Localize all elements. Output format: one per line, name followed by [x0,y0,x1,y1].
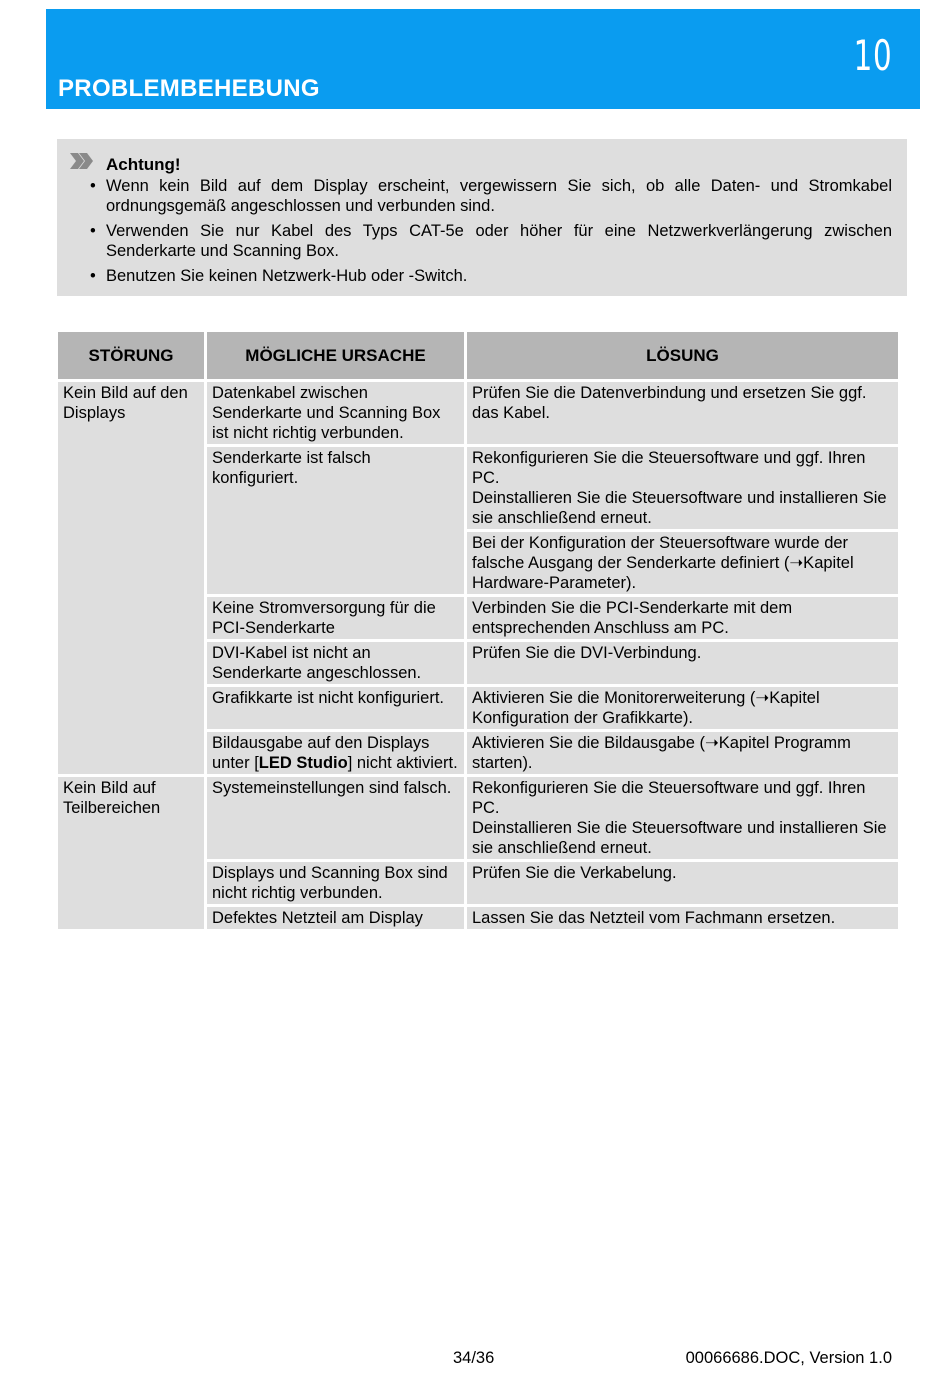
solution-cell: Aktivieren Sie die Monitorerweiterung (➝Kapitel Konfiguration der Grafikkarte). [467,687,898,729]
header-solution: LÖSUNG [467,332,898,379]
cause-cell: Senderkarte ist falsch konfiguriert. [207,447,464,594]
fault-cell: Kein Bild auf den Displays [58,382,204,774]
solution-cell: Prüfen Sie die Datenverbindung und ersetzen Sie ggf. das Kabel. [467,382,898,444]
solution-cell: Prüfen Sie die DVI-Verbindung. [467,642,898,684]
table-row [58,777,898,859]
solution-cell: Rekonfigurieren Sie die Steuersoftware und ggf. Ihren PC. Deinstallieren Sie die Steuersoftware und installieren Sie sie anschließend erneut. [467,447,898,529]
cause-cell: Systemeinstellungen sind falsch. [207,777,464,859]
cause-cell: Displays und Scanning Box sind nicht richtig verbunden. [207,862,464,904]
chapter-number: 10 [853,31,892,80]
solution-cell: Bei der Konfiguration der Steuersoftware wurde der falsche Ausgang der Senderkarte definiert (➝Kapitel Hardware-Parameter). [467,532,898,594]
warning-item: • Benutzen Sie keinen Netzwerk-Hub oder -Switch. [106,266,892,286]
cause-text-after: ] nicht aktiviert. [347,754,458,772]
cause-cell: DVI-Kabel ist nicht an Senderkarte angeschlossen. [207,642,464,684]
double-chevron-icon [69,152,95,175]
header-cause: MÖGLICHE URSACHE [207,332,464,379]
chapter-title: PROBLEMBEHEBUNG [58,75,320,102]
table-header-row [58,332,898,379]
header-fault: STÖRUNG [58,332,204,379]
chapter-header [46,9,920,109]
solution-cell: Lassen Sie das Netzteil vom Fachmann ersetzen. [467,907,898,929]
solution-cell: Aktivieren Sie die Bildausgabe (➝Kapitel Programm starten). [467,732,898,774]
cause-cell [207,732,464,774]
page-number: 34/36 [453,1349,495,1367]
warning-item: • Wenn kein Bild auf dem Display erscheint, vergewissern Sie sich, ob alle Daten- und Stromkabel ordnungsgemäß angeschlossen und verbunden sind. [106,176,892,216]
table-row [58,382,898,444]
solution-cell: Rekonfigurieren Sie die Steuersoftware und ggf. Ihren PC. Deinstallieren Sie die Steuersoftware und installieren Sie sie anschließend erneut. [467,777,898,859]
solution-cell: Verbinden Sie die PCI-Senderkarte mit dem entsprechenden Anschluss am PC. [467,597,898,639]
cause-cell: Grafikkarte ist nicht konfiguriert. [207,687,464,729]
document-id: 00066686.DOC, Version 1.0 [685,1349,892,1367]
cause-cell: Keine Stromversorgung für die PCI-Senderkarte [207,597,464,639]
cause-cell: Defektes Netzteil am Display [207,907,464,929]
warning-box [57,139,907,296]
cause-text-before: Bildausgabe auf den Displays unter [ [212,734,430,772]
warning-title: Achtung! [106,155,181,174]
warning-item: • Verwenden Sie nur Kabel des Typs CAT-5e oder höher für eine Netzwerkverlängerung zwischen Senderkarte und Scanning Box. [106,221,892,261]
software-name: LED Studio [258,754,348,772]
cause-cell: Datenkabel zwischen Senderkarte und Scanning Box ist nicht richtig verbunden. [207,382,464,444]
warning-list [106,176,892,291]
solution-cell: Prüfen Sie die Verkabelung. [467,862,898,904]
fault-cell: Kein Bild auf Teilbereichen [58,777,204,929]
troubleshooting-table [55,329,901,932]
